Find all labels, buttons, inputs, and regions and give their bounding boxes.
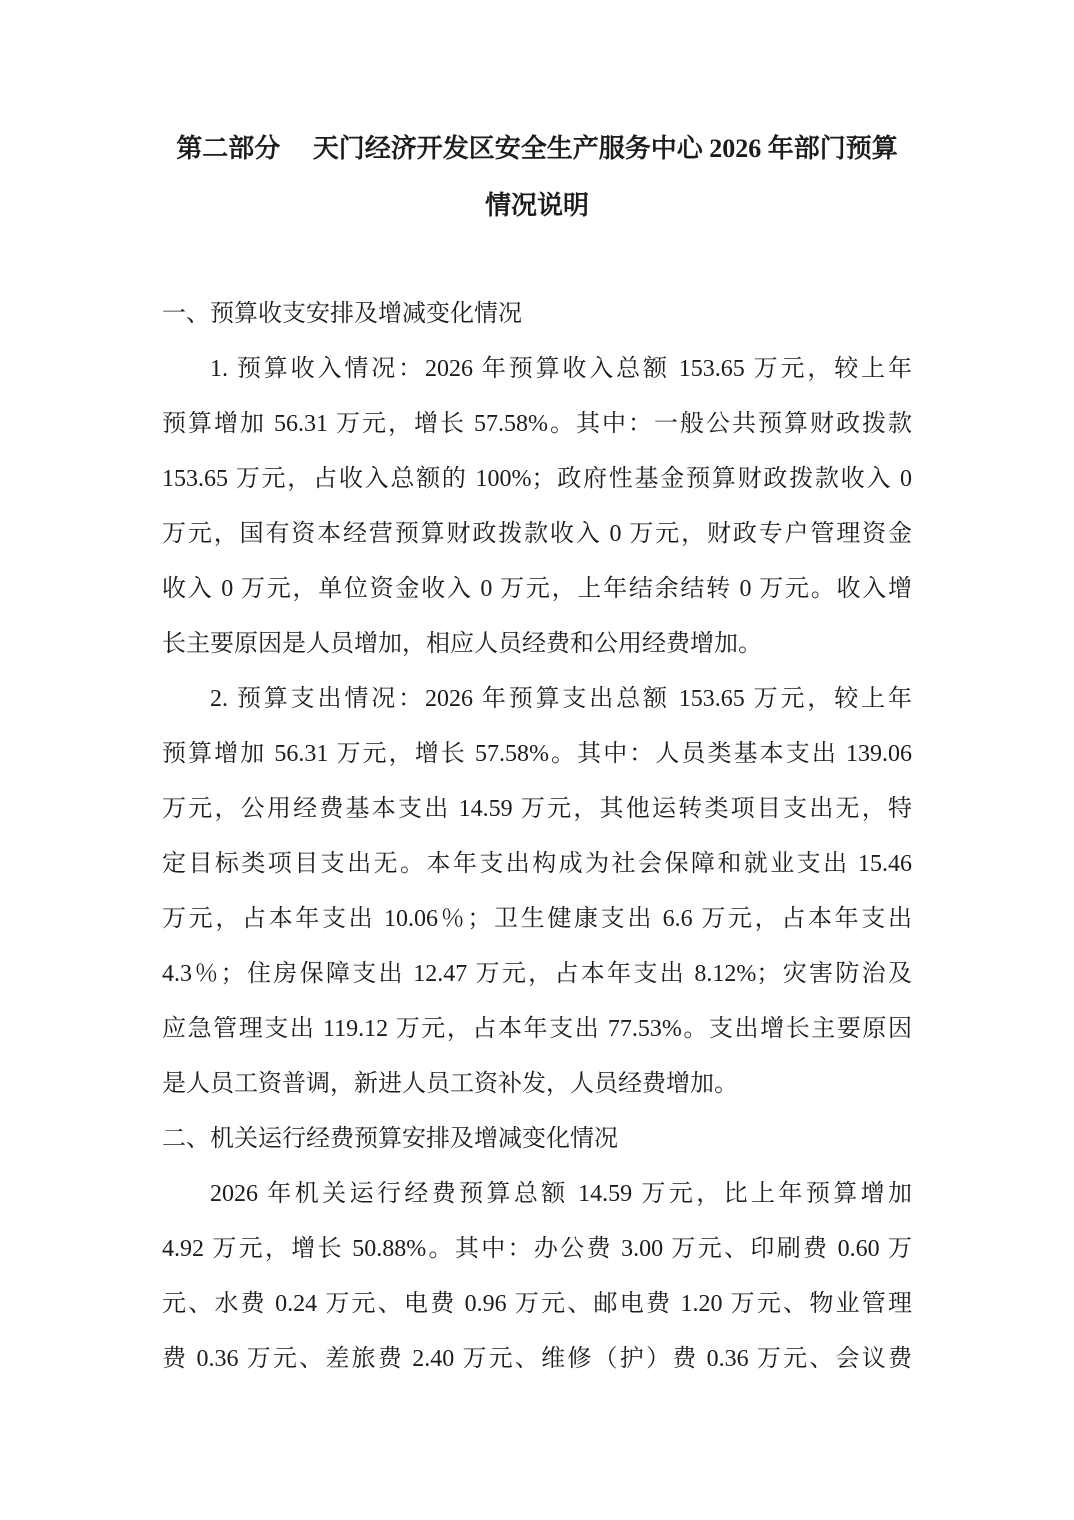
text-line: 2026 年机关运行经费预算总额 14.59 万元，比上年预算增加 [210,1181,912,1207]
text-line: 一、预算收支安排及增减变化情况 [162,301,522,327]
text-line: 预算增加 56.31 万元，增长 57.58%。其中：人员类基本支出 139.06 [162,741,912,767]
text-line: 万元，公用经费基本支出 14.59 万元，其他运转类项目支出无，特 [162,796,912,822]
text-line: 预算增加 56.31 万元，增长 57.58%。其中：一般公共预算财政拨款 [162,411,912,437]
text-line: 收入 0 万元，单位资金收入 0 万元，上年结余结转 0 万元。收入增 [162,576,912,602]
text-line: 万元，占本年支出 10.06％；卫生健康支出 6.6 万元，占本年支出 [162,906,912,932]
text-line: 153.65 万元，占收入总额的 100%；政府性基金预算财政拨款收入 0 [162,466,912,492]
text-line: 应急管理支出 119.12 万元，占本年支出 77.53%。支出增长主要原因 [162,1016,912,1042]
document-content [162,120,912,1387]
text-line: 4.3％；住房保障支出 12.47 万元，占本年支出 8.12%；灾害防治及 [162,961,912,987]
text-line: 定目标类项目支出无。本年支出构成为社会保障和就业支出 15.46 [162,851,912,877]
document-body [162,287,912,1387]
paragraph [162,287,912,342]
paragraph [162,1112,912,1167]
title-line-2: 情况说明 [484,191,589,220]
text-line: 长主要原因是人员增加，相应人员经费和公用经费增加。 [162,631,762,657]
text-line: 是人员工资普调，新进人员工资补发，人员经费增加。 [162,1071,738,1097]
title-line-1: 第二部分 天门经济开发区安全生产服务中心 2026 年部门预算 [176,134,898,163]
paragraph [162,1167,912,1387]
text-line: 万元，国有资本经营预算财政拨款收入 0 万元，财政专户管理资金 [162,521,912,547]
paragraph [162,342,912,672]
text-line: 元、水费 0.24 万元、电费 0.96 万元、邮电费 1.20 万元、物业管理 [162,1291,912,1317]
text-line: 2. 预算支出情况：2026 年预算支出总额 153.65 万元，较上年 [210,686,912,712]
document-title [162,120,912,234]
text-line: 4.92 万元，增长 50.88%。其中：办公费 3.00 万元、印刷费 0.60 万 [162,1236,912,1262]
text-line: 二、机关运行经费预算安排及增减变化情况 [162,1126,618,1152]
text-line: 费 0.36 万元、差旅费 2.40 万元、维修（护）费 0.36 万元、会议费 [162,1346,912,1372]
paragraph [162,672,912,1112]
text-line: 1. 预算收入情况：2026 年预算收入总额 153.65 万元，较上年 [210,356,912,382]
